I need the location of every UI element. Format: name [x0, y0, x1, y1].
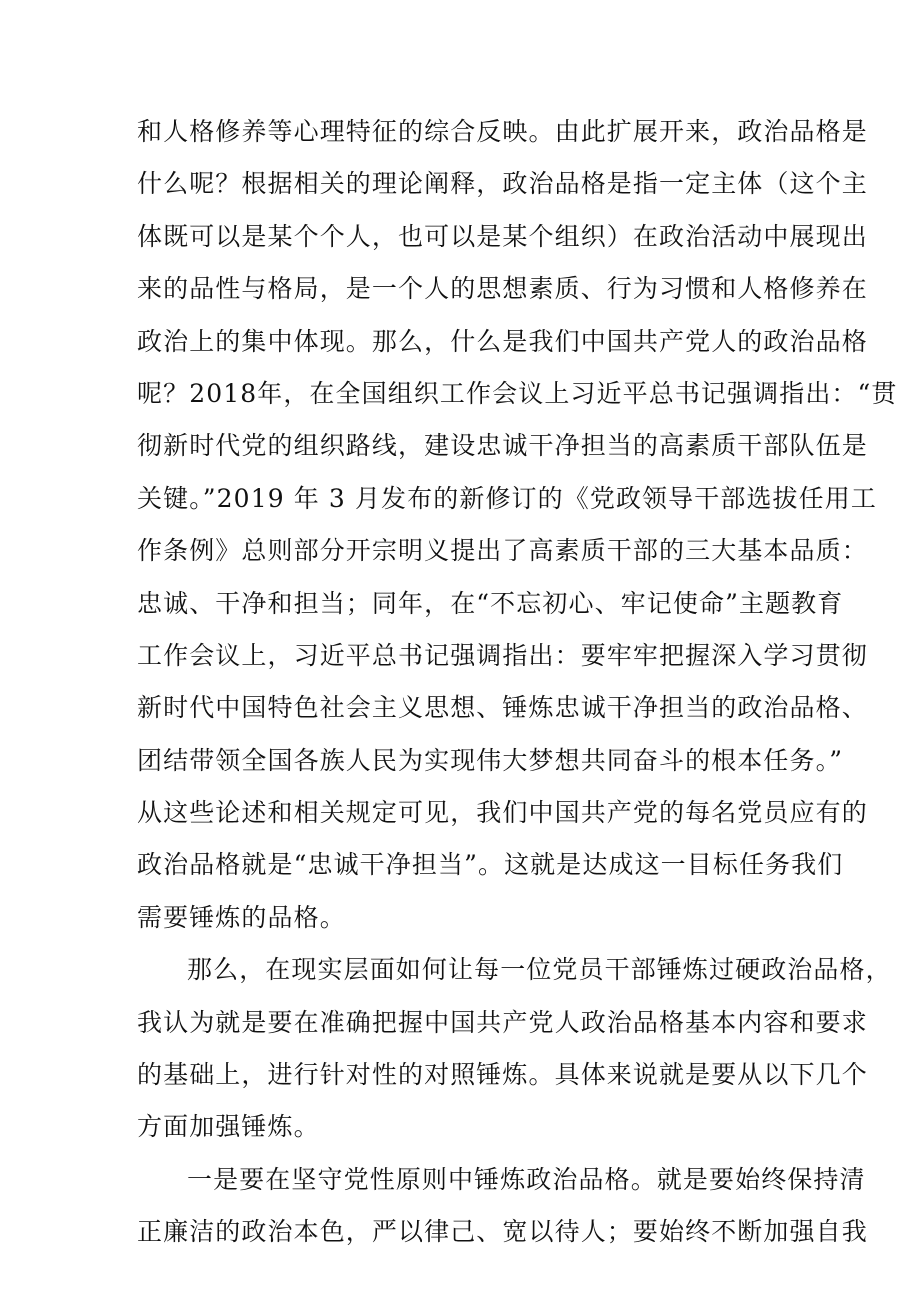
- text-line: 关键。”2019 年 3 月发布的新修订的《党政领导干部选拔任用工: [137, 483, 877, 513]
- text-line: 彻新时代党的组织路线，建设忠诚干净担当的高素质干部队伍是: [137, 431, 868, 461]
- text-line: 来的品性与格局，是一个人的思想素质、行为习惯和人格修养在: [137, 274, 868, 304]
- text-line: 政治上的集中体现。那么，什么是我们中国共产党人的政治品格: [137, 326, 868, 356]
- text-line: 我认为就是要在准确把握中国共产党人政治品格基本内容和要求: [137, 1007, 868, 1037]
- text-line: 正廉洁的政治本色，严以律己、宽以待人；要始终不断加强自我: [137, 1217, 868, 1247]
- text-line: 忠诚、干净和担当；同年，在“不忘初心、牢记使命”主题教育: [137, 588, 844, 618]
- text-line: 的基础上，进行针对性的对照锤炼。具体来说就是要从以下几个: [137, 1060, 868, 1090]
- text-line: 需要锤炼的品格。: [137, 902, 346, 932]
- text-line: 什么呢？根据相关的理论阐释，政治品格是指一定主体（这个主: [137, 169, 868, 199]
- text-line: 从这些论述和相关规定可见，我们中国共产党的每名党员应有的: [137, 798, 868, 828]
- text-line: 作条例》总则部分开宗明义提出了高素质干部的三大基本品质：: [137, 536, 868, 566]
- paragraph-first-line: 一是要在坚守党性原则中锤炼政治品格。就是要始终保持清: [187, 1164, 866, 1194]
- text-line: 政治品格就是“忠诚干净担当”。这就是达成这一目标任务我们: [137, 850, 844, 880]
- text-line: 体既可以是某个个人，也可以是某个组织）在政治活动中展现出: [137, 221, 868, 251]
- text-line: 团结带领全国各族人民为实现伟大梦想共同奋斗的根本任务。”: [137, 745, 844, 775]
- paragraph-first-line: 那么，在现实层面如何让每一位党员干部锤炼过硬政治品格，: [187, 955, 892, 985]
- text-line: 呢？2018年，在全国组织工作会议上习近平总书记强调指出：“贯: [137, 378, 898, 408]
- text-line: 和人格修养等心理特征的综合反映。由此扩展开来，政治品格是: [137, 117, 868, 146]
- body-text: [137, 106, 898, 1259]
- text-line: 新时代中国特色社会主义思想、锤炼忠诚干净担当的政治品格、: [137, 693, 868, 723]
- text-line: 工作会议上，习近平总书记强调指出：要牢牢把握深入学习贯彻: [137, 640, 868, 670]
- text-line: 方面加强锤炼。: [137, 1112, 320, 1142]
